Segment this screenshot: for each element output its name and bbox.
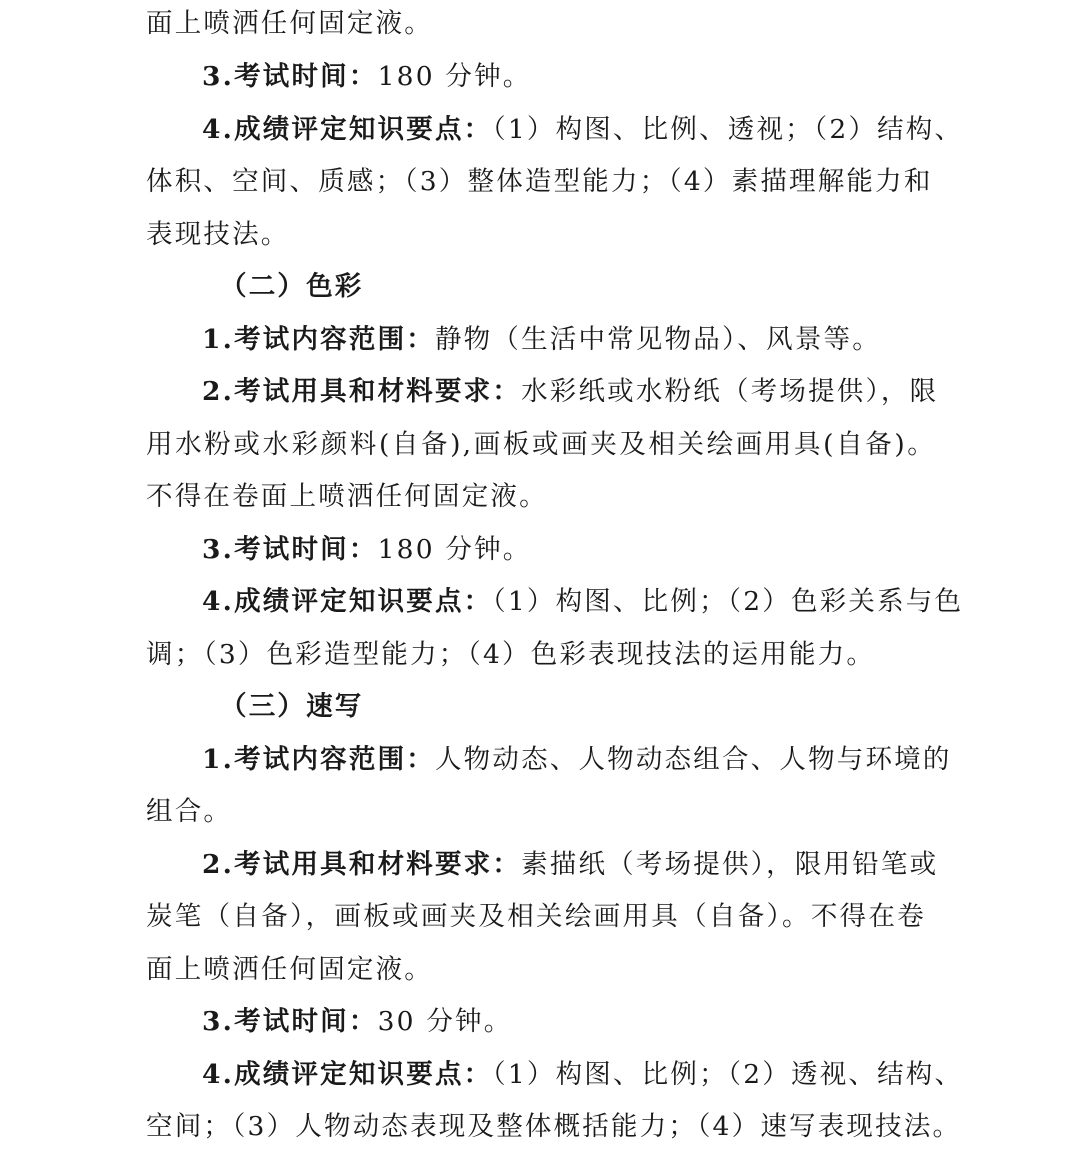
line-text: 素描纸（考场提供），限用铅笔或 xyxy=(521,849,939,880)
item-label: 3.考试时间： xyxy=(202,534,378,565)
section-heading xyxy=(220,687,1020,727)
line-text: 空间；（3）人物动态表现及整体概括能力；（4）速写表现技法。 xyxy=(146,1111,962,1142)
line-text: 面上喷洒任何固定液。 xyxy=(146,954,433,985)
line-text: 用水粉或水彩颜料(自备),画板或画夹及相关绘画用具(自备)。 xyxy=(146,429,936,460)
line-text: （1）构图、比例；（2）色彩关系与色 xyxy=(492,586,964,617)
text-line xyxy=(146,950,946,990)
line-text: （1）构图、比例、透视；（2）结构、 xyxy=(492,114,964,145)
item-label: 1.考试内容范围： xyxy=(202,744,435,775)
text-line xyxy=(202,1055,964,1095)
text-line xyxy=(202,320,1002,360)
item-label: 3.考试时间： xyxy=(202,61,378,92)
text-line xyxy=(146,477,946,517)
text-line xyxy=(202,110,964,150)
line-text: 不得在卷面上喷洒任何固定液。 xyxy=(146,481,548,512)
line-text: 炭笔（自备），画板或画夹及相关绘画用具（自备）。不得在卷 xyxy=(146,901,926,932)
item-label: 2.考试用具和材料要求： xyxy=(202,376,522,407)
line-text: 静物（生活中常见物品）、风景等。 xyxy=(434,324,881,355)
line-text: 体积、空间、质感；（3）整体造型能力；（4）素描理解能力和 xyxy=(146,166,933,197)
heading-text: （二）色彩 xyxy=(220,271,364,302)
line-text: 180 分钟。 xyxy=(377,61,532,92)
text-line xyxy=(146,792,946,832)
item-label: 4.成绩评定知识要点： xyxy=(202,1059,493,1090)
text-line xyxy=(146,215,946,255)
text-line xyxy=(202,1002,1002,1042)
section-heading xyxy=(220,267,1020,307)
heading-text: （三）速写 xyxy=(220,691,364,722)
text-line xyxy=(202,57,1002,97)
line-text: 表现技法。 xyxy=(146,219,290,250)
line-text: （1）构图、比例；（2）透视、结构、 xyxy=(492,1059,964,1090)
line-text: 面上喷洒任何固定液。 xyxy=(146,8,433,39)
item-label: 1.考试内容范围： xyxy=(202,324,435,355)
text-line xyxy=(146,897,926,937)
item-label: 4.成绩评定知识要点： xyxy=(202,586,493,617)
line-text: 组合。 xyxy=(146,796,233,827)
text-line xyxy=(202,372,939,412)
line-text: 调；（3）色彩造型能力；（4）色彩表现技法的运用能力。 xyxy=(146,639,876,670)
item-label: 4.成绩评定知识要点： xyxy=(202,114,493,145)
text-line xyxy=(202,845,939,885)
text-line xyxy=(146,425,936,465)
text-line xyxy=(202,740,952,780)
item-label: 3.考试时间： xyxy=(202,1006,378,1037)
line-text: 30 分钟。 xyxy=(377,1006,513,1037)
item-label: 2.考试用具和材料要求： xyxy=(202,849,522,880)
text-line xyxy=(146,635,946,675)
text-line xyxy=(202,530,1002,570)
text-line xyxy=(146,1107,962,1147)
text-line xyxy=(146,4,946,44)
line-text: 水彩纸或水粉纸（考场提供），限 xyxy=(521,376,939,407)
line-text: 180 分钟。 xyxy=(377,534,532,565)
line-text: 人物动态、人物动态组合、人物与环境的 xyxy=(434,744,952,775)
text-line xyxy=(202,582,964,622)
text-line xyxy=(146,162,933,202)
